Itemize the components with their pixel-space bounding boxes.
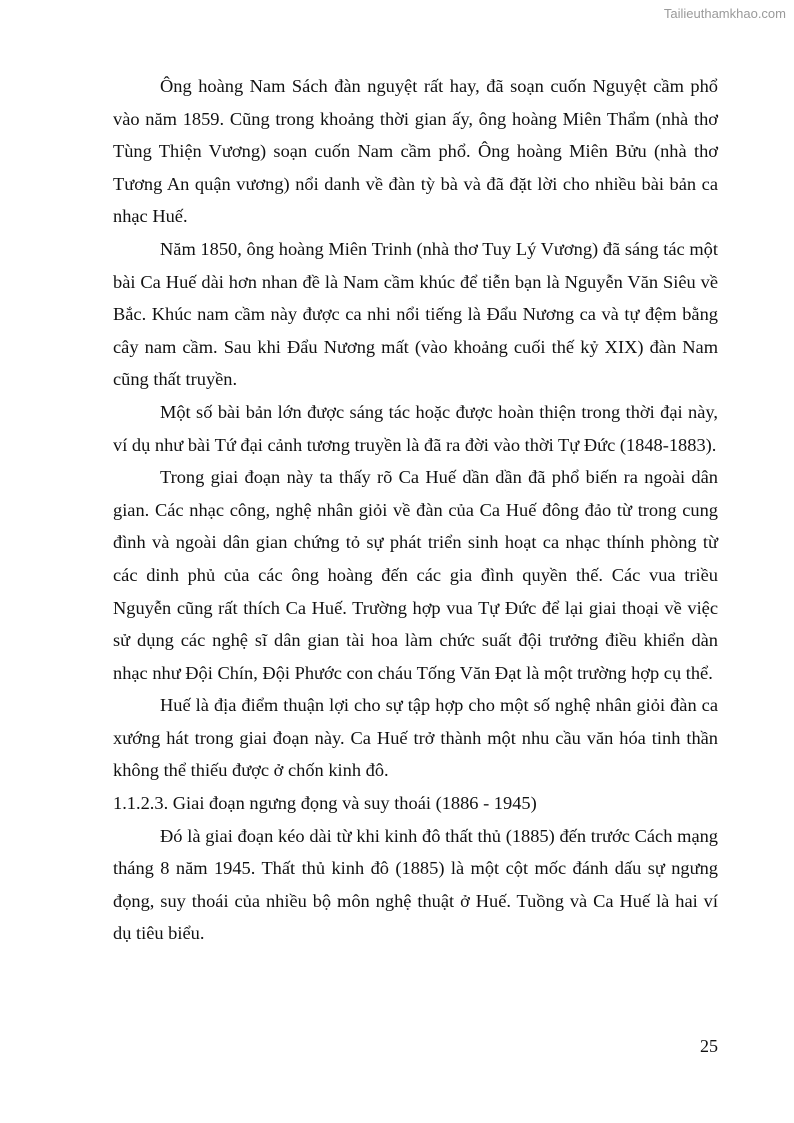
paragraph-ngung-dong: Đó là giai đoạn kéo dài từ khi kinh đô thất thủ (1885) đến trước Cách mạng tháng 8 năm 1945. Thất thủ kinh đô (1885) là một cột mốc đánh dấu sự ngưng đọng, suy thoái của nhiều bộ môn nghệ thuật ở Huế. Tuồng và Ca Huế là hai ví dụ tiêu biểu. (113, 825, 718, 944)
paragraph-hue-dia-diem: Huế là địa điểm thuận lợi cho sự tập hợp cho một số nghệ nhân giỏi đàn ca xướng hát trong giai đoạn này. Ca Huế trở thành một nhu cầu văn hóa tinh thần không thể thiếu được ở chốn kinh đô. (113, 695, 718, 781)
watermark-text: Tailieuthamkhao.com (663, 6, 786, 21)
section-heading: 1.1.2.3. Giai đoạn ngưng đọng và suy thoái (1886 - 1945) (113, 793, 537, 814)
paragraph-pho-bien: Trong giai đoạn này ta thấy rõ Ca Huế dần dần đã phổ biến ra ngoài dân gian. Các nhạc công, nghệ nhân giỏi về đàn của Ca Huế đông đảo từ trong cung đình và ngoài dân gian chứng tỏ sự phát triển sinh hoạt ca nhạc thính phòng từ các dinh phủ của các ông hoàng đến các gia đình quyền thế. Các vua triều Nguyễn cũng rất thích Ca Huế. Trường hợp vua Tự Đức để lại giai thoại về việc sử dụng các nghệ sĩ dân gian tài hoa làm chức suất đội trưởng điều khiển dàn nhạc như Đội Chín, Đội Phước con cháu Tống Văn Đạt là một trường hợp cụ thể. (113, 467, 718, 683)
paragraph-nam-sach: Ông hoàng Nam Sách đàn nguyệt rất hay, đã soạn cuốn Nguyệt cầm phổ vào năm 1859. Cũng trong khoảng thời gian ấy, ông hoàng Miên Thẩm (nhà thơ Tùng Thiện Vương) soạn cuốn Nam cầm phổ. Ông hoàng Miên Bửu (nhà thơ Tương An quận vương) nổi danh về đàn tỳ bà và đã đặt lời cho nhiều bài bản ca nhạc Huế. (113, 76, 718, 227)
page-number: 25 (700, 1036, 718, 1056)
paragraph-tu-dai-canh: Một số bài bản lớn được sáng tác hoặc được hoàn thiện trong thời đại này, ví dụ như bài Tứ đại cảnh tương truyền là đã ra đời vào thời Tự Đức (1848-1883). (113, 401, 718, 455)
paragraph-mien-trinh: Năm 1850, ông hoàng Miên Trinh (nhà thơ Tuy Lý Vương) đã sáng tác một bài Ca Huế dài hơn nhan đề là Nam cầm khúc để tiễn bạn là Nguyễn Văn Siêu về Bắc. Khúc nam cầm này được ca nhi nổi tiếng là Đẩu Nương ca và tự đệm bằng cây nam cầm. Sau khi Đẩu Nương mất (vào khoảng cuối thế kỷ XIX) đàn Nam cũng thất truyền. (113, 238, 718, 390)
document-body (113, 70, 718, 950)
